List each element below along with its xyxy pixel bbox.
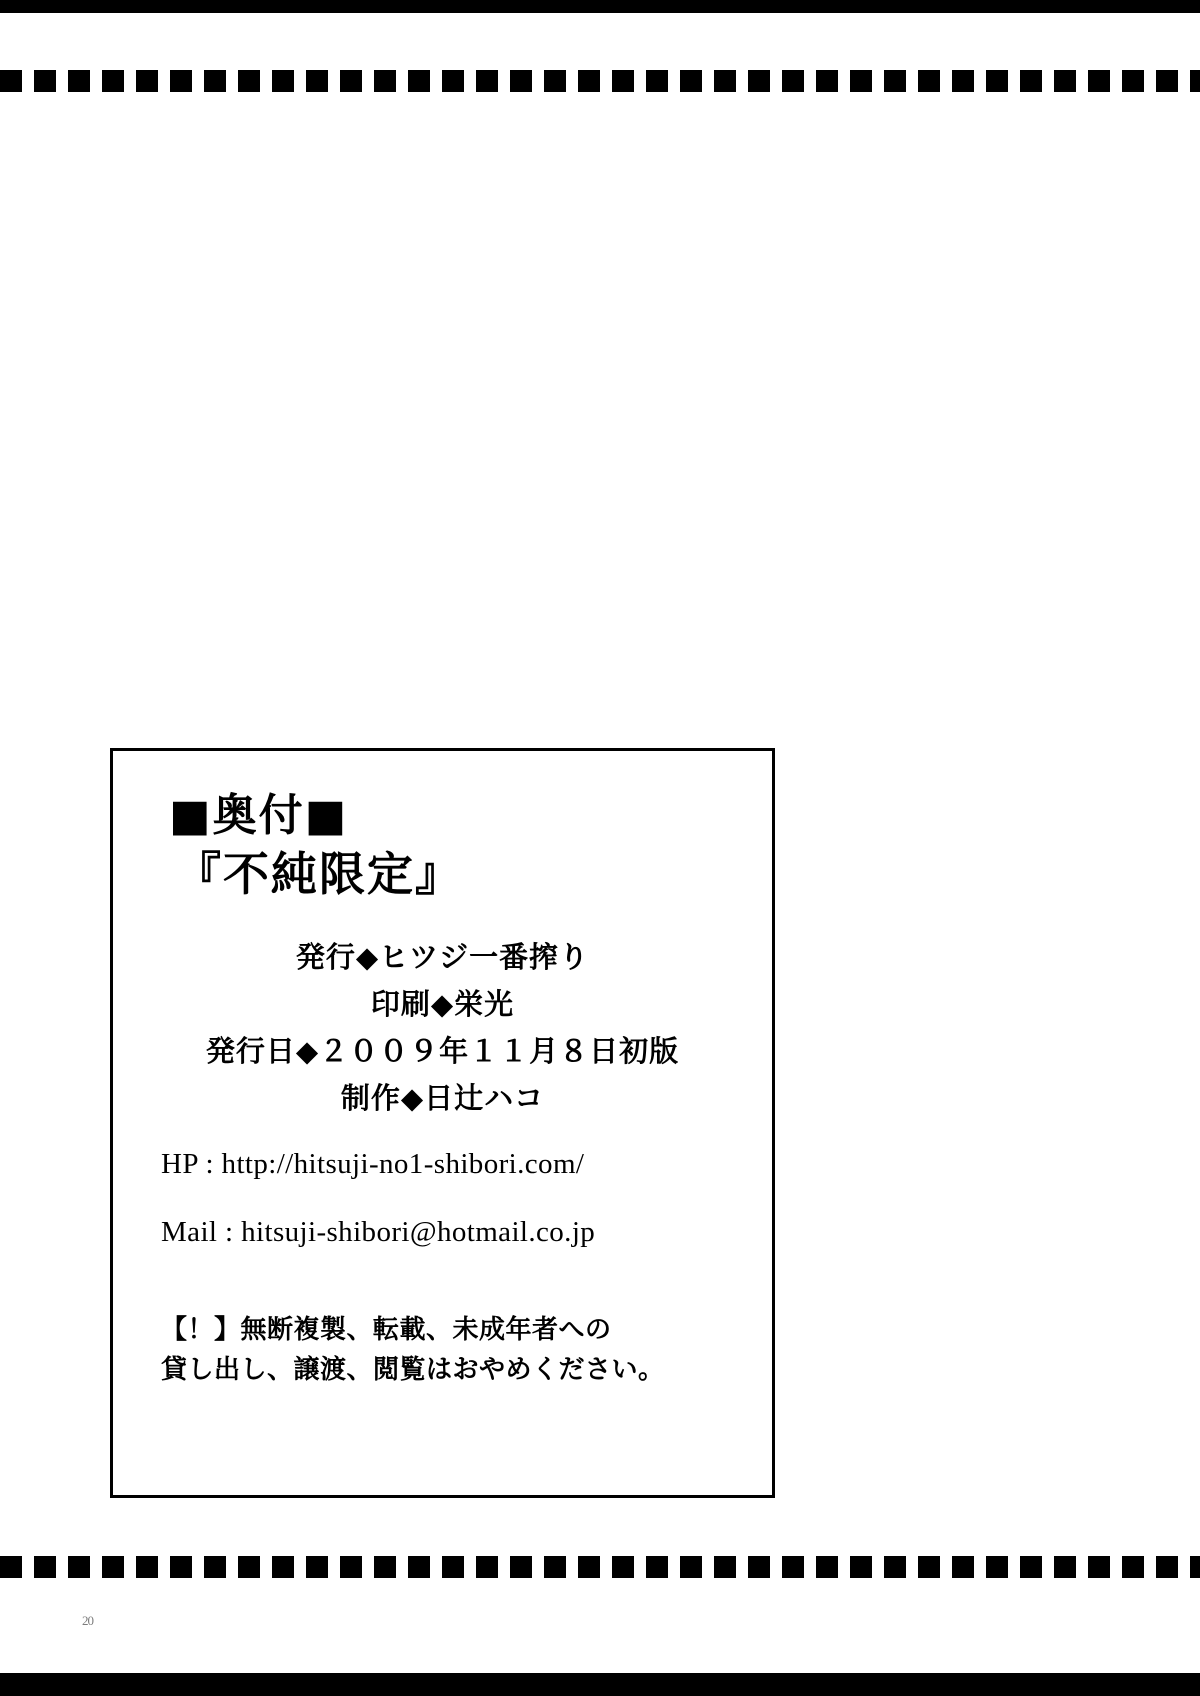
page-number: 20 <box>82 1613 93 1628</box>
credit-author: 制作◆日辻ハコ <box>340 1081 545 1116</box>
paper-area <box>0 13 1200 1673</box>
credit-publish-date: 発行日◆２００９年１１月８日初版 <box>205 1034 680 1069</box>
colophon-box <box>110 748 775 1498</box>
colophon-heading: ■奥付■ <box>169 790 349 841</box>
work-title: 『不純限定』 <box>175 846 463 901</box>
dashed-rule-bottom <box>0 1556 1200 1578</box>
notice-line-2: 貸し出し、譲渡、閲覧はおやめください。 <box>161 1355 665 1386</box>
contact-mail: Mail : hitsuji-shibori@hotmail.co.jp <box>161 1216 596 1249</box>
credit-publisher: 発行◆ヒツジ一番搾り <box>295 940 590 975</box>
dashed-rule-top <box>0 70 1200 92</box>
credit-printer: 印刷◆栄光 <box>370 987 515 1022</box>
contact-homepage: HP : http://hitsuji-no1-shibori.com/ <box>161 1148 585 1181</box>
notice-line-1: 【！】無断複製、転載、未成年者への <box>161 1315 612 1346</box>
